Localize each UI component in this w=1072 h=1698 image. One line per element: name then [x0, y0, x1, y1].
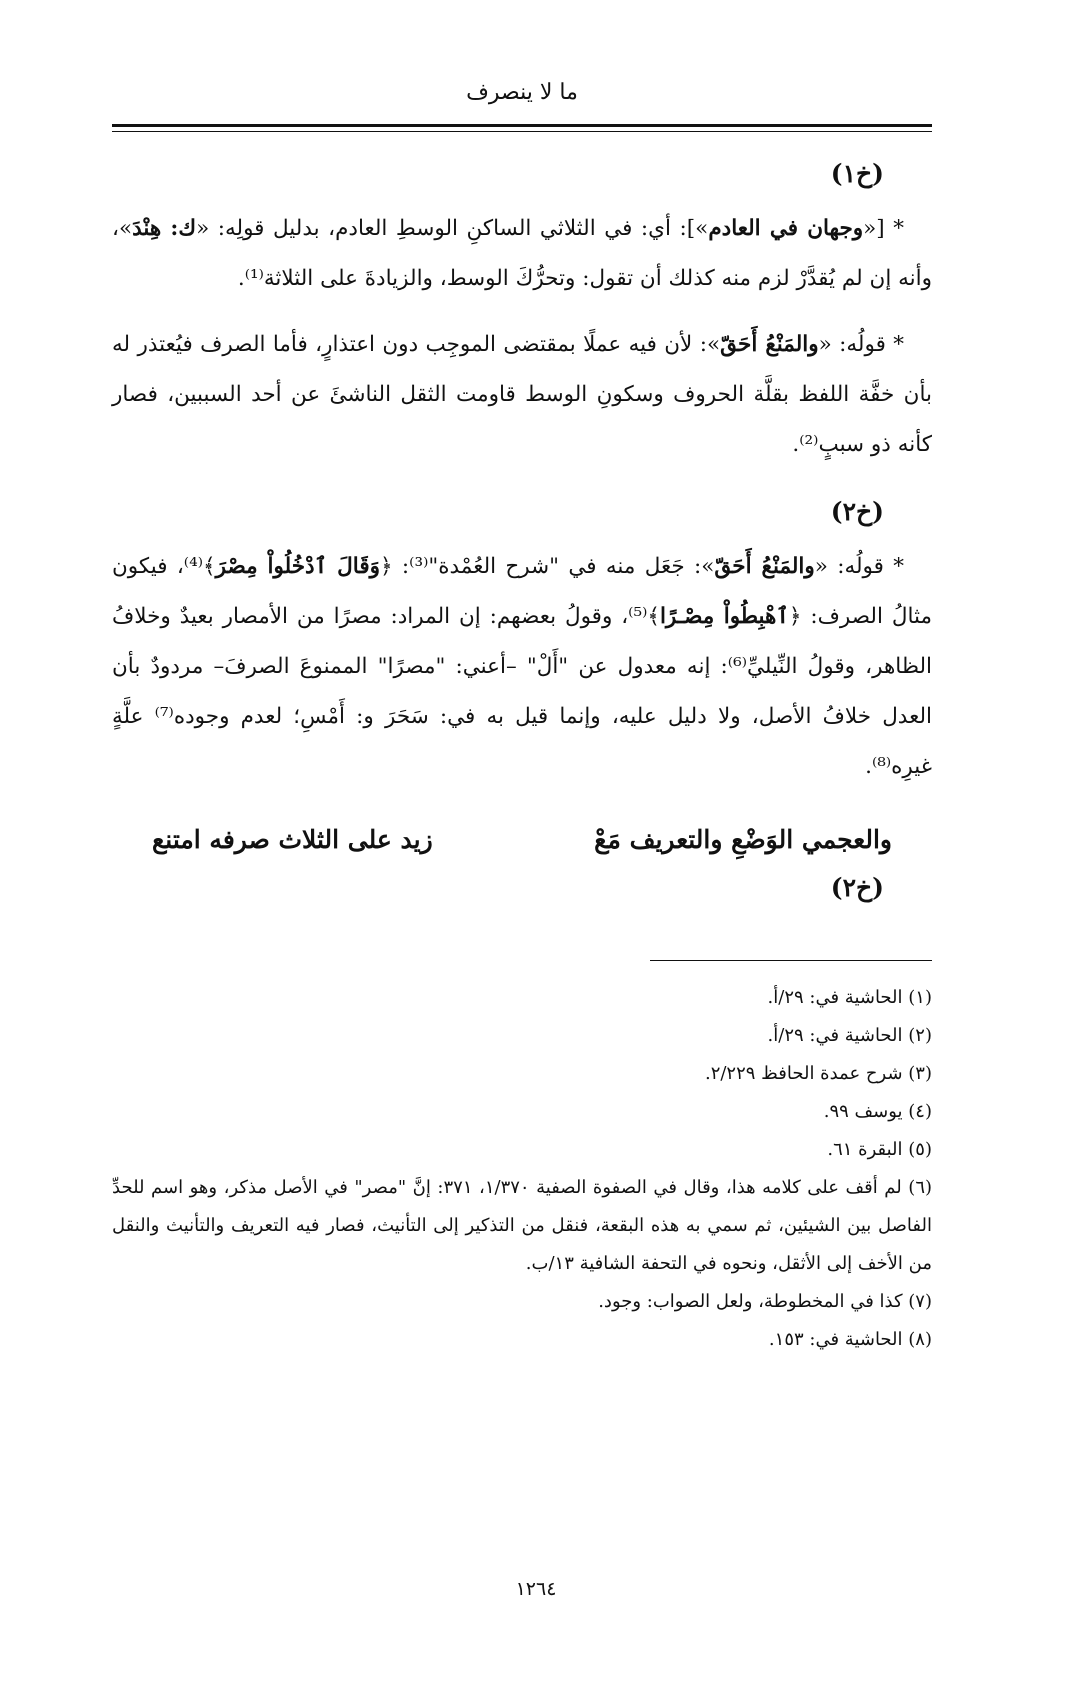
footnote-5: (٥) البقرة ٦١.	[827, 1139, 932, 1160]
section-marker-1: (خ١)	[830, 159, 884, 188]
footnote-7: (٧) كذا في المخطوطة، ولعل الصواب: وجود.	[598, 1291, 932, 1312]
footnote-8: (٨) الحاشية في: ١٥٣.	[768, 1329, 932, 1350]
p1-lead: * [«	[863, 216, 904, 241]
p2-lead: * قولُه: «	[818, 332, 905, 357]
footnote-separator	[650, 960, 932, 961]
p2-bold: والمَنْعُ أَحَقّ	[720, 332, 819, 357]
p3-quran-2: ٱهْبِطُواْ مِصْـرًا	[659, 604, 789, 629]
footnote-2: (٢) الحاشية في: ٢٩/أ.	[767, 1025, 932, 1046]
header-rule-thick	[112, 124, 932, 127]
verse-line	[152, 816, 892, 864]
p1-rest: »، وأنه إن لم يُقدَّرْ لزم منه كذلك أن تقول: وتحرُّكَ الوسط، والزيادةَ على الثلاثة⁽¹⁾.	[112, 216, 932, 291]
paragraph-1	[112, 204, 932, 304]
section-marker-3: (خ٢)	[830, 873, 884, 902]
p3-quran-1: وَقَالَ ٱدْخُلُواْ مِصْرَ	[215, 554, 381, 579]
footnote-4: (٤) يوسف ٩٩.	[823, 1101, 932, 1122]
p1-bold: وجهان في العادم	[708, 216, 864, 241]
page	[112, 70, 932, 1359]
running-title: ما لا ينصرف	[466, 80, 578, 105]
footnote-3: (٣) شرح عمدة الحافظ ٢/٢٢٩.	[704, 1063, 932, 1084]
page-number: ١٢٦٤	[515, 1578, 557, 1600]
paragraph-3	[112, 542, 932, 792]
p1-mid: »]: أي: في الثلاثي الساكنِ الوسطِ العادم، بدليل قولِه: «	[196, 216, 709, 241]
p2-rest: »: لأن فيه عملًا بمقتضى الموجِب دون اعتذارٍ، فأما الصرف فيُعتذر له بأن خفَّة اللفظ بقلَّة الحروف وسكونِ الوسط قاومت الثقل الناشئَ عن أحد السببين، فصار كأنه ذو سببٍ⁽²⁾.	[112, 332, 932, 457]
footnote-1: (١) الحاشية في: ٢٩/أ.	[767, 987, 932, 1008]
verse-hemistich-left: زيد على الثلاث صرفه امتنع	[152, 825, 433, 854]
p3-mid2: ﴾⁽⁴⁾، فيكون مثالُ الصرف: ﴿	[112, 554, 933, 629]
footnote-6: (٦) لم أقف على كلامه هذا، وقال في الصفوة الصفية ١/٣٧٠، ٣٧١: إنَّ "مصر" في الأصل مذكر، وهو اسم للحدِّ الفاصل بين الشيئين، ثم سمي به هذه البقعة، فنقل من التذكير إلى التأنيث، فصار فيه التعريف والتأنيث والنقل من الأخف إلى الأثقل، ونحوه في التحفة الشافية ١٣/ب.	[112, 1177, 933, 1274]
header-rule-thin	[112, 131, 932, 132]
p3-bold: والمَنْعُ أَحَقّ	[714, 554, 815, 579]
p3-mid1: »: جَعَل منه في "شرح العُمْدة"⁽³⁾: ﴿	[380, 554, 715, 579]
p3-lead: * قولُه: «	[814, 554, 904, 579]
paragraph-2	[112, 320, 932, 470]
p1-bold2: ك: هِنْدَ	[132, 216, 197, 241]
footnotes	[112, 979, 932, 1359]
section-marker-2: (خ٢)	[830, 497, 884, 526]
verse-hemistich-right: والعجمي الوَضْعِ والتعريف مَعْ	[594, 825, 892, 854]
p3-rest: ﴾⁽⁵⁾، وقولُ بعضهم: إن المراد: مصرًا من الأمصار بعيدٌ وخلافُ الظاهر، وقولُ النِّيليِّ⁽⁶⁾: إنه معدول عن "أَلْ" –أعني: "مصرًا" الممنوعَ الصرفَ– مردودٌ بأن العدل خلافُ الأصل، ولا دليل عليه، وإنما قيل به في: سَحَرَ و: أَمْسِ؛ لعدم وجوده⁽⁷⁾ علَّةٍ غيرِه⁽⁸⁾.	[112, 604, 932, 779]
